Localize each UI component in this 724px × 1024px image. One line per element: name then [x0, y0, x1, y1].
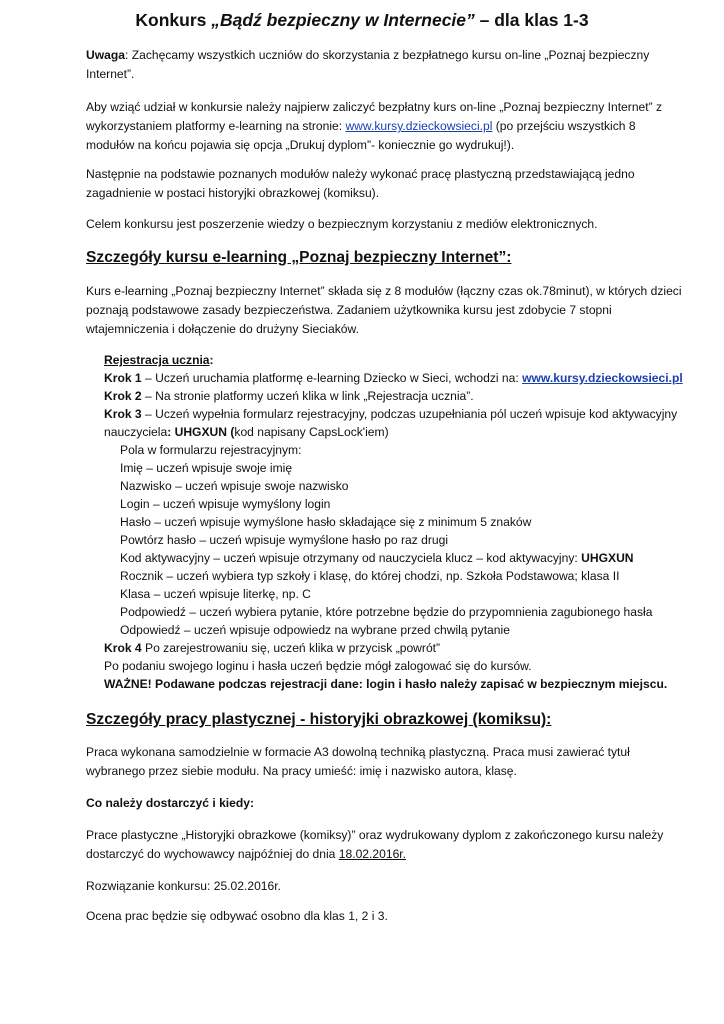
form-field-code: [104, 549, 704, 567]
registration-section: [104, 351, 704, 693]
deliver-text: Prace plastyczne „Historyjki obrazkowe (komiksy)” oraz wydrukowany dyplom z zakończonego kursu należy dostarczyć do wychowawcy najpóźniej do dnia: [86, 828, 664, 861]
step-1-label: Krok 1: [104, 371, 142, 385]
artwork-paragraph: Praca wykonana samodzielnie w formacie A3 dowolną techniką plastyczną. Praca musi zawierać tytuł wybranego przez siebie modułu. Na pracy umieść: imię i nazwisko autora, klasę.: [86, 745, 630, 778]
evaluation-note: Ocena prac będzie się odbywać osobno dla klas 1, 2 i 3.: [86, 909, 388, 923]
intro-paragraph-2: [86, 98, 686, 155]
course-heading: Szczegóły kursu e-learning „Poznaj bezpieczny Internet”:: [86, 249, 512, 266]
title-suffix: – dla klas 1-3: [474, 10, 589, 30]
artwork-heading: Szczegóły pracy plastycznej - historyjki obrazkowej (komiksu):: [86, 711, 552, 728]
note-label: Uwaga: [86, 48, 125, 62]
step-2: [104, 387, 704, 405]
code-field-text: Kod aktywacyjny – uczeń wpisuje otrzymany od nauczyciela klucz – kod aktywacyjny:: [120, 551, 582, 565]
activation-code-note: kod napisany CapsLock'iem): [234, 425, 389, 439]
step-4-label: Krok 4: [104, 641, 142, 655]
intro-paragraph-4: Celem konkursu jest poszerzenie wiedzy o bezpiecznym korzystaniu z mediów elektronicznych.: [86, 217, 598, 231]
intro-paragraph-3: Następnie na podstawie poznanych modułów należy wykonać pracę plastyczną przedstawiającą jedno zagadnienie w postaci historyjki obrazkowej (komiksu).: [86, 167, 635, 200]
resolution-date: Rozwiązanie konkursu: 25.02.2016r.: [86, 879, 281, 893]
step-3: [104, 405, 704, 423]
note-text: : Zachęcamy wszystkich uczniów do skorzystania z bezpłatnego kursu on-line „Poznaj bezpieczny Internet”.: [86, 48, 650, 81]
step-3-text: – Uczeń wypełnia formularz rejestracyjny, podczas uzupełniania pól uczeń wpisuje kod aktywacyjny: [141, 407, 678, 421]
form-field-7: Klasa – uczeń wpisuje literkę, np. C: [120, 587, 311, 601]
registration-heading: [104, 351, 704, 369]
form-field-0: Pola w formularzu rejestracyjnym:: [120, 443, 302, 457]
step-1: [104, 369, 704, 387]
activation-code: : UHGXUN (: [167, 425, 235, 439]
title-italic: „Bądź bezpieczny w Internecie”: [211, 10, 475, 30]
code-field-value: UHGXUN: [581, 551, 634, 565]
p2-text-after: (po przejściu wszystkich 8 modułów na końcu pojawia się opcja „Drukuj dyplom”- koniecznie go wydrukuj!).: [86, 119, 636, 152]
deliver-date: 18.02.2016r.: [338, 847, 407, 861]
form-field-3: Login – uczeń wpisuje wymyślony login: [120, 497, 331, 511]
step-3-text-b: nauczyciela: [104, 425, 168, 439]
intro-note: [86, 46, 686, 84]
important-note: WAŻNE! Podawane podczas rejestracji dane: login i hasło należy zapisać w bezpiecznym miejscu.: [104, 677, 668, 691]
step-2-label: Krok 2: [104, 389, 142, 403]
page-title: [0, 8, 724, 32]
course-link[interactable]: www.kursy.dzieckowsieci.pl: [345, 119, 493, 133]
deliver-paragraph: [86, 826, 686, 864]
form-field-2: Nazwisko – uczeń wpisuje swoje nazwisko: [120, 479, 349, 493]
deliver-heading: Co należy dostarczyć i kiedy:: [86, 796, 255, 810]
step-2-text: – Na stronie platformy uczeń klika w link „Rejestracja ucznia”.: [141, 389, 474, 403]
form-field-8: Podpowiedź – uczeń wybiera pytanie, które potrzebne będzie do przypomnienia zagubionego hasła: [120, 605, 653, 619]
form-field-9: Odpowiedź – uczeń wpisuje odpowiedz na wybrane przed chwilą pytanie: [120, 623, 510, 637]
step-4-text: Po zarejestrowaniu się, uczeń klika w przycisk „powrót”: [141, 641, 441, 655]
step-3-label: Krok 3: [104, 407, 142, 421]
step-3-continued: [104, 423, 704, 441]
course-paragraph: Kurs e-learning „Poznaj bezpieczny Internet” składa się z 8 modułów (łączny czas ok.78minut), w których dzieci poznają podstawowe zasady bezpieczeństwa. Zadaniem użytkownika kursu jest zdobycie 7 stopni wtajemniczenia i dołączenie do drużyny Sieciaków.: [86, 284, 682, 336]
step-4: [104, 639, 704, 657]
form-field-6: Rocznik – uczeń wybiera typ szkoły i klasę, do której chodzi, np. Szkoła Podstawowa; klasa II: [120, 569, 620, 583]
p2-text-before: Aby wziąć udział w konkursie należy najpierw zaliczyć bezpłatny kurs on-line „Poznaj bezpieczny Internet” z wykorzystaniem platformy e-learning na stronie:: [86, 100, 663, 133]
form-field-5: Powtórz hasło – uczeń wpisuje wymyślone hasło po raz drugi: [120, 533, 449, 547]
registration-heading-text: Rejestracja ucznia: [104, 353, 210, 367]
form-field-4: Hasło – uczeń wpisuje wymyślone hasło składające się z minimum 5 znaków: [120, 515, 532, 529]
step-1-text: – Uczeń uruchamia platformę e-learning Dziecko w Sieci, wchodzi na:: [141, 371, 523, 385]
after-login-note: Po podaniu swojego loginu i hasła uczeń będzie mógł zalogować się do kursów.: [104, 659, 532, 673]
form-field-1: Imię – uczeń wpisuje swoje imię: [120, 461, 293, 475]
platform-link[interactable]: www.kursy.dzieckowsieci.pl: [522, 371, 683, 385]
registration-heading-colon: :: [209, 353, 214, 367]
title-prefix: Konkurs: [135, 10, 212, 30]
